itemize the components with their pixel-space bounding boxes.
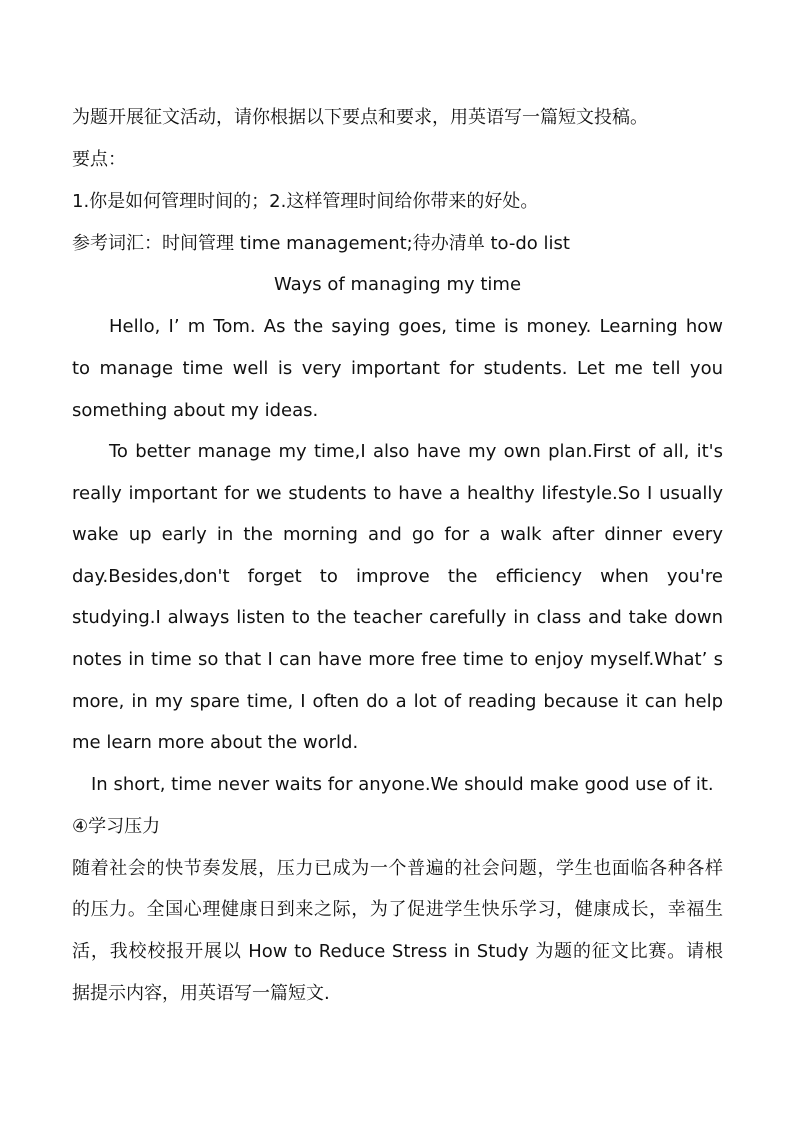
p1-line-1: Hello, I’ m Tom. As the saying goes, time is money. Learning how bbox=[109, 316, 723, 337]
next-task-line-4: 据提示内容，用英语写一篇短文. bbox=[72, 983, 330, 1004]
points-label: 要点： bbox=[72, 149, 126, 170]
p2-line-1: To better manage my time,I also have my own plan.First of all, it's bbox=[109, 441, 723, 462]
vocab-text: 参考词汇：时间管理 time management;待办清单 to-do list bbox=[72, 233, 570, 254]
next-task-line-1: 随着社会的快节奏发展，压力已成为一个普遍的社会问题，学生也面临各种各样 bbox=[72, 858, 723, 879]
p2-line-8: me learn more about the world. bbox=[72, 732, 359, 753]
p2-line-7: more, in my spare time, I often do a lot of reading because it can help bbox=[72, 691, 723, 712]
p2-line-4: day.Besides,don't forget to improve the efficiency when you're bbox=[72, 566, 723, 587]
p2-line-2: really important for we students to have a healthy lifestyle.So I usually bbox=[72, 483, 723, 504]
next-task-heading: ④学习压力 bbox=[72, 816, 161, 837]
p2-line-5: studying.I always listen to the teacher carefully in class and take down bbox=[72, 607, 723, 628]
essay-title: Ways of managing my time bbox=[273, 274, 522, 295]
points-text: 1.你是如何管理时间的；2.这样管理时间给你带来的好处。 bbox=[72, 191, 539, 212]
task-line: 为题开展征文活动，请你根据以下要点和要求，用英语写一篇短文投稿。 bbox=[72, 107, 648, 128]
p2-line-6: notes in time so that I can have more free time to enjoy myself.What’ s bbox=[72, 649, 723, 670]
p1-line-2: to manage time well is very important for students. Let me tell you bbox=[72, 358, 723, 379]
next-task-line-3: 活，我校校报开展以 How to Reduce Stress in Study 为题的征文比赛。请根 bbox=[72, 941, 723, 962]
next-task-line-2: 的压力。全国心理健康日到来之际，为了促进学生快乐学习，健康成长，幸福生 bbox=[72, 899, 723, 920]
p2-line-3: wake up early in the morning and go for a walk after dinner every bbox=[72, 524, 723, 545]
p3-line: In short, time never waits for anyone.We should make good use of it. bbox=[91, 774, 714, 795]
p1-line-3: something about my ideas. bbox=[72, 400, 319, 421]
